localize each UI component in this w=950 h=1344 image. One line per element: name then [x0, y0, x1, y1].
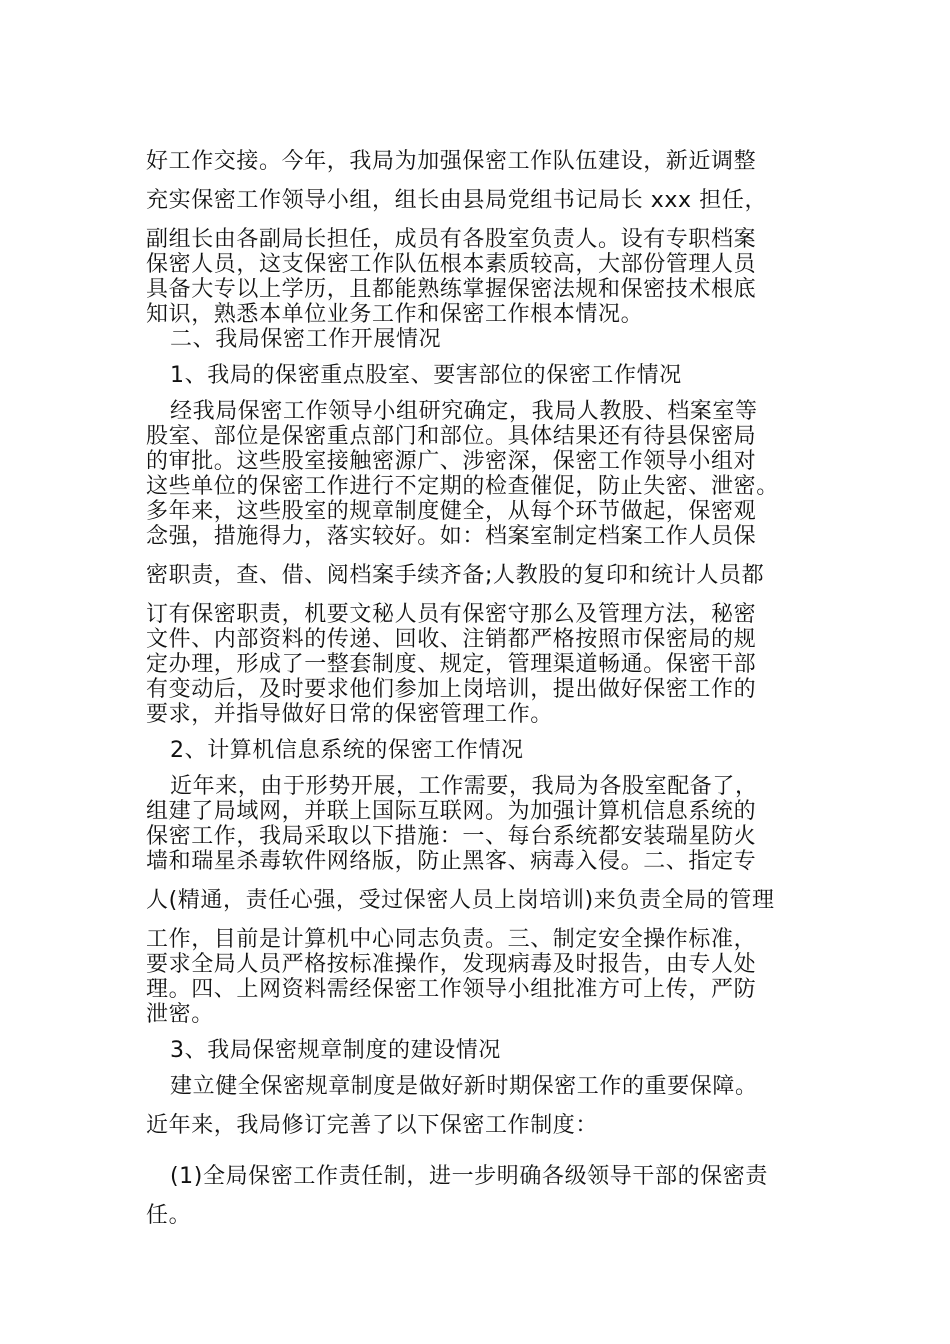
text-line: 经我局保密工作领导小组研究确定，我局人教股、档案室等 — [170, 399, 758, 424]
text-line: 要求全局人员严格按标准操作，发现病毒及时报告，由专人处 — [146, 952, 757, 977]
text-line: 要求，并指导做好日常的保密管理工作。 — [146, 702, 553, 727]
text-line: 文件、内部资料的传递、回收、注销都严格按照市保密局的规 — [146, 627, 757, 652]
text-line: 副组长由各副局长担任，成员有各股室负责人。设有专职档案 — [146, 227, 757, 252]
text-line: 组建了局域网，并联上国际互联网。为加强计算机信息系统的 — [146, 799, 757, 824]
text-line: 好工作交接。今年，我局为加强保密工作队伍建设，新近调整 — [146, 149, 757, 174]
text-line: 保密工作，我局采取以下措施：一、每台系统都安装瑞星防火 — [146, 824, 757, 849]
text-line: 定办理，形成了一整套制度、规定，管理渠道畅通。保密干部 — [146, 652, 757, 677]
text-line: 这些单位的保密工作进行不定期的检查催促，防止失密、泄密。 — [146, 474, 779, 499]
section-heading: 二、我局保密工作开展情况 — [170, 327, 442, 352]
text-line: 订有保密职责，机要文秘人员有保密守那么及管理方法，秘密 — [146, 602, 757, 627]
text-line: 墙和瑞星杀毒软件网络版，防止黑客、病毒入侵。二、指定专 — [146, 849, 757, 874]
subsection-heading: 1、我局的保密重点股室、要害部位的保密工作情况 — [170, 363, 682, 388]
text-line: 密职责，查、借、阅档案手续齐备;人教股的复印和统计人员都 — [146, 563, 765, 588]
text-line: 股室、部位是保密重点部门和部位。具体结果还有待县保密局 — [146, 424, 757, 449]
text-line: 人(精通，责任心强，受过保密人员上岗培训)来负责全局的管理 — [146, 888, 775, 913]
text-line: 的审批。这些股室接触密源广、涉密深，保密工作领导小组对 — [146, 449, 757, 474]
subsection-heading: 3、我局保密规章制度的建设情况 — [170, 1038, 501, 1063]
text-line: (1)全局保密工作责任制，进一步明确各级领导干部的保密责 — [170, 1164, 768, 1189]
text-line: 理。四、上网资料需经保密工作领导小组批准方可上传，严防 — [146, 977, 757, 1002]
text-line: 建立健全保密规章制度是做好新时期保密工作的重要保障。 — [170, 1074, 758, 1099]
text-line: 近年来，由于形势开展，工作需要，我局为各股室配备了， — [170, 774, 758, 799]
text-line: 有变动后，及时要求他们参加上岗培训，提出做好保密工作的 — [146, 677, 757, 702]
text-line: 充实保密工作领导小组，组长由县局党组书记局长 xxx 担任， — [146, 188, 768, 213]
text-line: 保密人员，这支保密工作队伍根本素质较高，大部份管理人员 — [146, 252, 757, 277]
subsection-heading: 2、计算机信息系统的保密工作情况 — [170, 738, 524, 763]
text-line: 泄密。 — [146, 1002, 214, 1027]
text-line: 念强，措施得力，落实较好。如：档案室制定档案工作人员保 — [146, 524, 757, 549]
text-line: 任。 — [146, 1203, 192, 1228]
text-line: 工作，目前是计算机中心同志负责。三、制定安全操作标准， — [146, 927, 757, 952]
text-line: 知识，熟悉本单位业务工作和保密工作根本情况。 — [146, 302, 644, 327]
text-line: 近年来，我局修订完善了以下保密工作制度： — [146, 1113, 599, 1138]
text-line: 多年来，这些股室的规章制度健全，从每个环节做起，保密观 — [146, 499, 757, 524]
text-line: 具备大专以上学历，且都能熟练掌握保密法规和保密技术根底 — [146, 277, 757, 302]
